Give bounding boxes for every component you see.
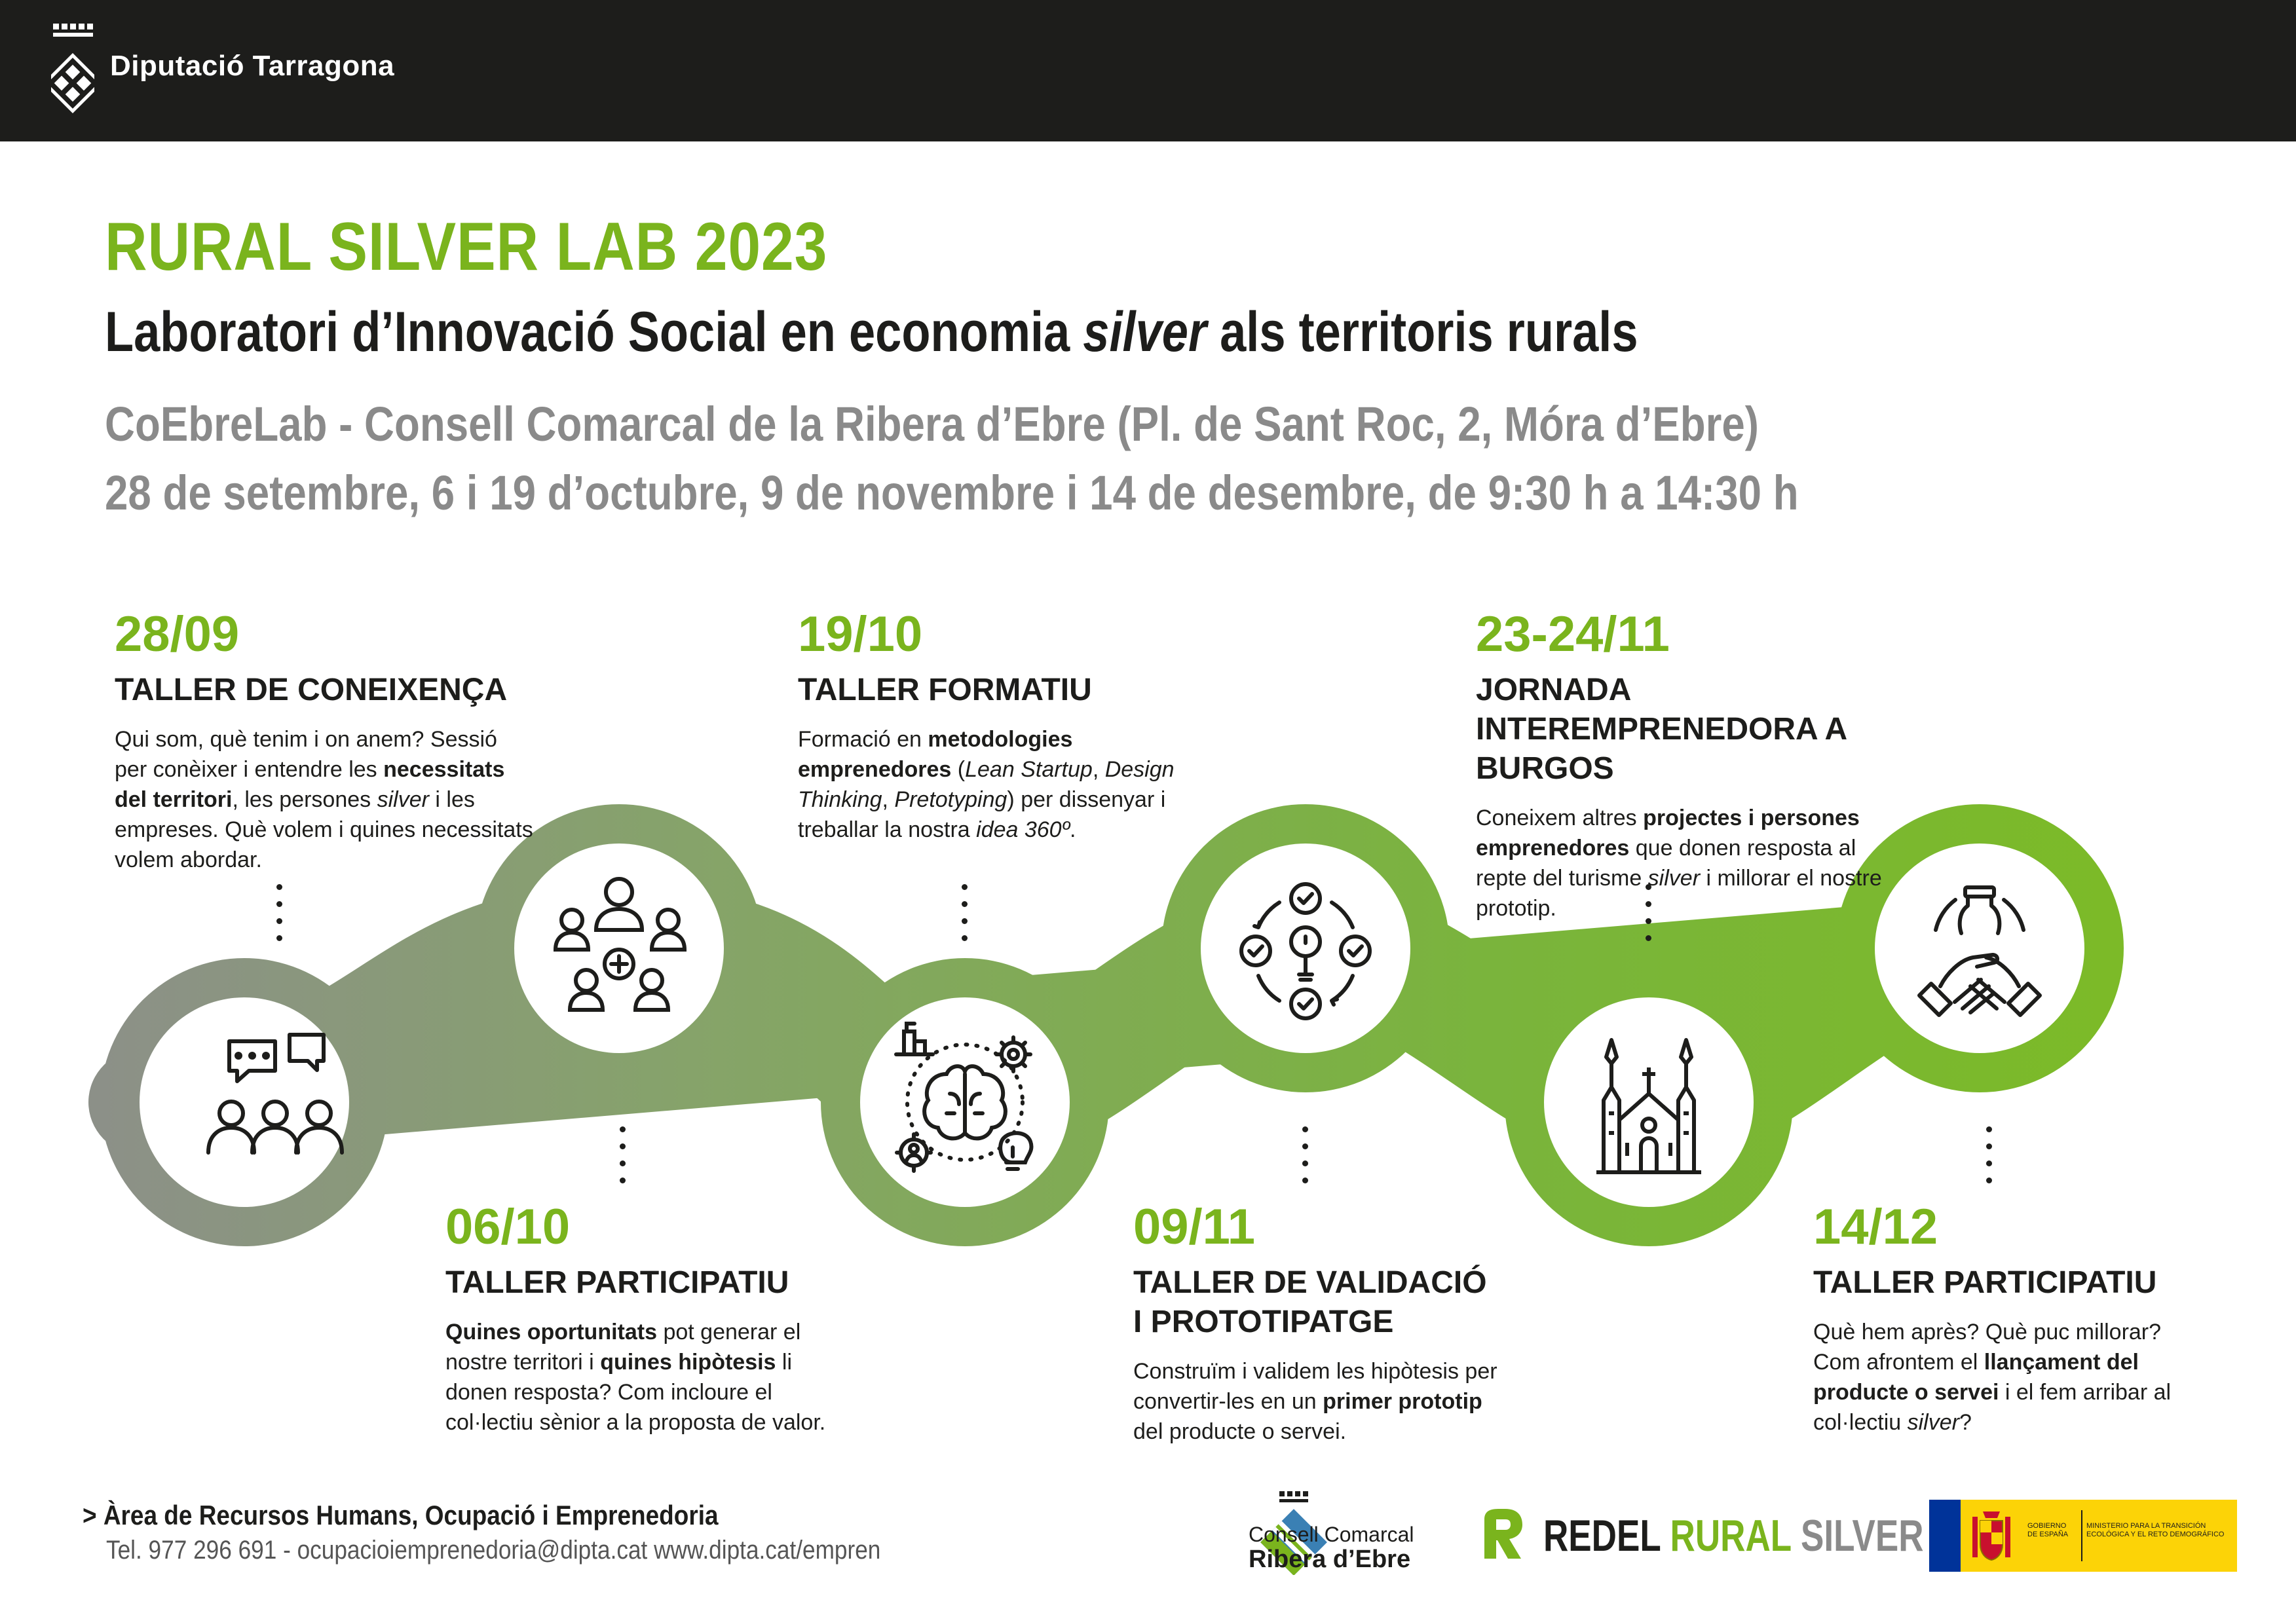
desc-text: Què hem après? Què puc millorar? Com afrontem el [1813,1320,2162,1375]
desc-text: i millorar el nostre prototip. [1476,866,1882,921]
desc-italic: silver [377,787,429,812]
consell-comarcal-line1: Consell Comarcal [1249,1523,1414,1546]
node-5 [1544,997,1754,1207]
venue-line: CoEbreLab - Consell Comarcal de la Ribera d’Ebre (Pl. de Sant Roc, 2, Móra d’Ebre) [105,397,1759,451]
desc-text: ? [1959,1410,1972,1435]
event-date: 19/10 [798,606,923,662]
subtitle-part-3: als territoris rurals [1207,301,1638,363]
connector-dots-2 [620,1126,626,1195]
event-title: TALLER PARTICIPATIU [445,1265,789,1300]
connector-dots-4 [1302,1126,1309,1195]
desc-bold: projectes i persones emprenedores [1476,806,1860,861]
desc-text: del producte o servei. [1133,1419,1347,1444]
connector-dots-1 [276,884,283,952]
government-logo [1929,1500,2237,1572]
desc-text: , les persones [232,787,377,812]
footer-area: > Àrea de Recursos Humans, Ocupació i Emprenedoria [83,1500,719,1530]
desc-italic: Pretotyping [894,787,1007,812]
event-1 [115,606,534,875]
desc-bold: primer prototip [1323,1389,1482,1414]
gov-separator [2081,1510,2082,1561]
desc-text: Formació en [798,727,928,752]
desc-bold: llançament del producte o servei [1813,1350,2139,1405]
gobierno-text: GOBIERNO DE ESPAÑA [2027,1522,2069,1538]
desc-bold: quines hipòtesis [600,1350,776,1375]
event-title: TALLER FORMATIU [798,673,1092,707]
desc-italic: Design Thinking [798,757,1175,812]
desc-italic: Lean Startup [965,757,1093,782]
consell-comarcal-line2: Ribera d’Ebre [1249,1546,1411,1573]
footer-contact: Tel. 977 296 691 - ocupacioiemprenedoria@dipta.cat www.dipta.cat/empren [106,1536,881,1565]
desc-text: ( [951,757,966,782]
diputacio-logo-icon [51,20,94,118]
event-title: TALLER DE VALIDACIÓ I PROTOTIPATGE [1133,1265,1487,1339]
desc-text: i les empreses. Què volem i quines necessitats volem abordar. [115,787,533,872]
event-title: JORNADA INTEREMPRENEDORA A BURGOS [1476,673,1847,786]
dates-line: 28 de setembre, 6 i 19 d’octubre, 9 de novembre i 14 de desembre, de 9:30 h a 14:30 h [105,466,1799,520]
page-subtitle [105,300,1638,365]
connector-dots-6 [1986,1126,1993,1195]
event-desc [115,724,534,875]
event-4 [1133,1198,1500,1447]
event-desc [445,1317,858,1437]
page-title: RURAL SILVER LAB 2023 [105,209,828,285]
desc-text: Coneixem altres [1476,806,1644,830]
desc-italic: silver [1907,1410,1959,1435]
event-3 [798,606,1217,845]
desc-text: li donen resposta? Com incloure el col·lectiu sènior a la proposta de valor. [445,1350,826,1435]
desc-text: ) per dissenyar i treballar la nostra [798,787,1166,842]
diputacio-logo-text: Diputació Tarragona [110,50,395,82]
event-2 [445,1198,858,1437]
header-bar [0,0,2296,141]
event-5 [1476,606,1908,923]
event-title: TALLER DE CONEIXENÇA [115,673,508,707]
desc-text: que donen resposta al repte del turisme [1476,836,1856,891]
event-date: 23-24/11 [1476,606,1670,662]
event-desc [1476,803,1908,923]
desc-bold: metodologies emprenedores [798,727,1073,782]
redel-logo-icon [1479,1508,1525,1560]
desc-text: pot generar el nostre territori i [445,1320,801,1375]
desc-text: , [1092,757,1105,782]
event-desc [798,724,1217,845]
event-title: TALLER PARTICIPATIU [1813,1265,2157,1300]
event-date: 14/12 [1813,1199,1938,1255]
eu-flag-icon [1929,1500,1961,1572]
spain-coat-of-arms-icon [1968,1508,2014,1564]
connector-dots-3 [962,884,968,952]
subtitle-part-2: silver [1083,301,1207,363]
redel-word-3: SILVER [1800,1511,1924,1561]
event-6 [1813,1198,2206,1437]
node-4 [1201,844,1410,1053]
redel-rural-silver-logo [1543,1510,1924,1561]
event-date: 06/10 [445,1199,571,1255]
redel-word-1: REDEL [1543,1511,1670,1561]
redel-word-2: RURAL [1670,1511,1801,1561]
event-date: 09/11 [1133,1199,1255,1255]
desc-text: , [882,787,895,812]
event-desc [1133,1356,1500,1447]
desc-text: Construïm i validem les hipòtesis per convertir-les en un [1133,1359,1497,1414]
event-date: 28/09 [115,606,240,662]
desc-bold: necessitats del territori [115,757,505,812]
desc-text: Qui som, què tenim i on anem? Sessió per conèixer i entendre les [115,727,497,782]
desc-italic: idea 360º [976,817,1070,842]
desc-bold: Quines oportunitats [445,1320,657,1344]
desc-text: . [1070,817,1076,842]
ministerio-text: MINISTERIO PARA LA TRANSICIÓN ECOLÓGICA Y EL RETO DEMOGRÁFICO [2086,1522,2225,1538]
subtitle-part-1: Laboratori d’Innovació Social en economia [105,301,1083,363]
event-desc [1813,1317,2206,1437]
desc-italic: silver [1647,866,1701,891]
desc-text: i el fem arribar al col·lectiu [1813,1380,2172,1435]
